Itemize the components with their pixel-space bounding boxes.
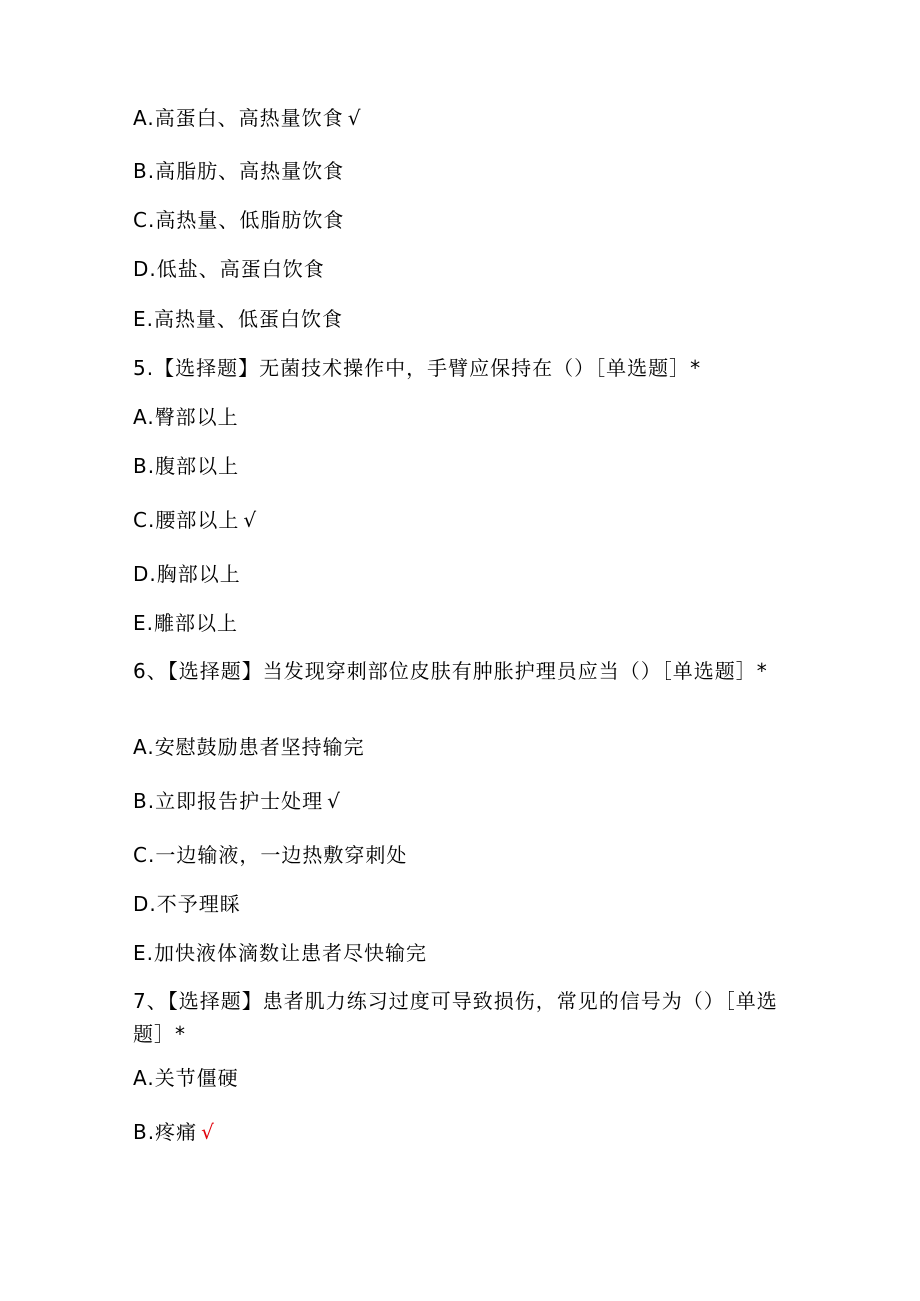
option-text: B.立即报告护士处理 — [133, 789, 324, 813]
option-e — [133, 611, 238, 635]
option-b — [133, 159, 344, 183]
checkmark-icon: √ — [347, 106, 362, 130]
question-text: 6、【选择题】当发现穿刺部位皮肤有肿胀护理员应当（）［单选题］* — [133, 659, 768, 683]
option-text: E.加快液体滴数让患者尽快输完 — [133, 941, 427, 965]
question-stem — [133, 356, 701, 380]
checkmark-icon: √ — [327, 789, 341, 813]
option-c — [133, 208, 344, 232]
option-d — [133, 562, 241, 586]
option-text: A.臀部以上 — [133, 405, 239, 429]
option-text: A.关节僵硬 — [133, 1066, 239, 1090]
question-text: 5.【选择题】无菌技术操作中，手臂应保持在（）［单选题］* — [133, 356, 702, 380]
option-a — [133, 405, 239, 429]
option-d — [133, 257, 325, 281]
option-text: D.低盐、高蛋白饮食 — [133, 257, 325, 281]
option-text: A.安慰鼓励患者坚持输完 — [133, 735, 365, 759]
option-c — [133, 508, 257, 532]
checkmark-icon: √ — [201, 1120, 215, 1144]
option-text: B.疼痛 — [133, 1120, 198, 1144]
option-text: E.高热量、低蛋白饮食 — [133, 307, 343, 331]
option-b — [133, 1120, 215, 1144]
option-text: A.高蛋白、高热量饮食 — [133, 106, 344, 130]
option-a — [133, 106, 361, 130]
option-text: B.高脂肪、高热量饮食 — [133, 159, 345, 183]
option-text: C.腰部以上 — [133, 508, 240, 532]
option-e — [133, 307, 343, 331]
option-e — [133, 941, 427, 965]
option-text: B.腹部以上 — [133, 454, 240, 478]
question-stem — [133, 985, 783, 1051]
option-text: D.胸部以上 — [133, 562, 241, 586]
option-c — [133, 843, 407, 867]
option-text: C.高热量、低脂肪饮食 — [133, 208, 345, 232]
option-b — [133, 454, 239, 478]
checkmark-icon: √ — [243, 508, 258, 532]
option-b — [133, 789, 341, 813]
option-a — [133, 1066, 239, 1090]
option-d — [133, 892, 241, 916]
option-text: D.不予理睬 — [133, 892, 241, 916]
option-text: E.雕部以上 — [133, 611, 238, 635]
option-a — [133, 735, 365, 759]
question-text: 7、【选择题】患者肌力练习过度可导致损伤，常见的信号为（）［单选题］* — [133, 989, 778, 1046]
question-stem — [133, 655, 783, 688]
option-text: C.一边输液，一边热敷穿刺处 — [133, 843, 408, 867]
